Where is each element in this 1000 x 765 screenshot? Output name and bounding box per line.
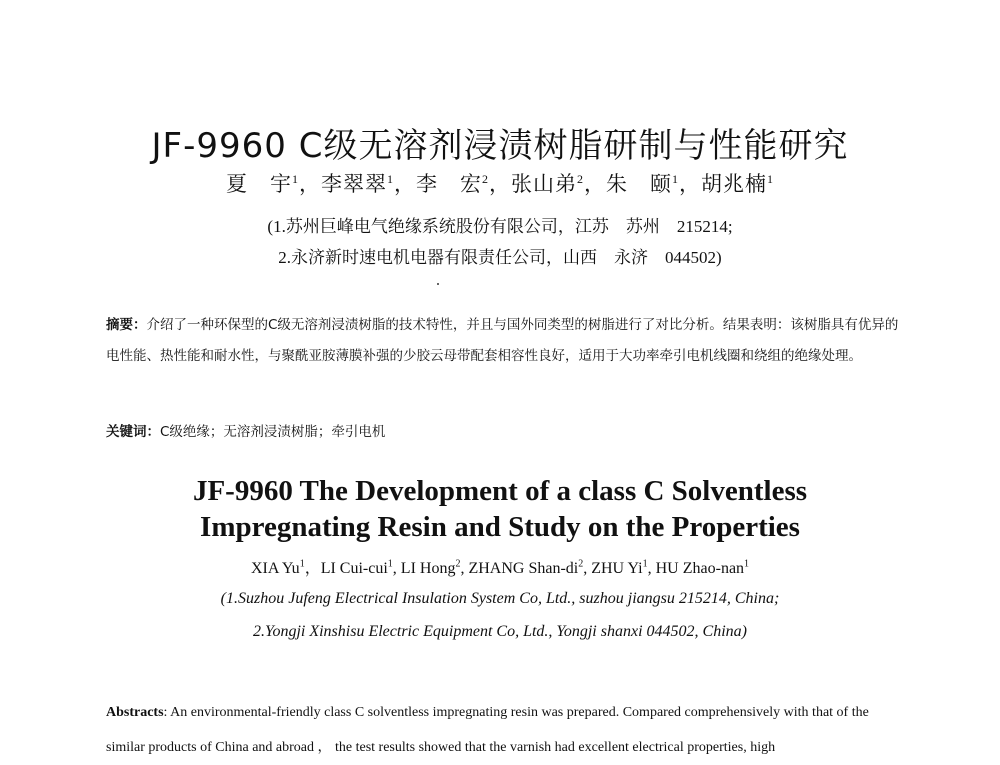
author-name: ZHANG Shan-di bbox=[468, 560, 579, 577]
author-name: LI Hong bbox=[400, 560, 456, 577]
author-affiliation-mark: 1 bbox=[292, 172, 299, 186]
english-abstract-label: Abstracts bbox=[106, 705, 164, 720]
author-name: 张山弟 bbox=[511, 172, 577, 196]
author-name: 朱 颐 bbox=[606, 172, 672, 196]
english-affiliation-2: 2.Yongji Xinshisu Electric Equipment Co, Ltd., Yongji shanxi 044502, China) bbox=[253, 623, 747, 640]
chinese-abstract bbox=[106, 310, 902, 372]
author-affiliation-mark: 2 bbox=[578, 558, 584, 570]
author-affiliation-mark: 2 bbox=[482, 172, 489, 186]
chinese-title: JF-9960 C级无溶剂浸渍树脂研制与性能研究 bbox=[151, 126, 849, 166]
english-author-list: XIA Yu$^1$，LI Cui-cui$^1$, LI Hong$^2$, ZHANG Shan-$di^2$, ZHU Yi$^1$, HU Zhao-nan$^1$ bbox=[250, 558, 750, 577]
stray-dot bbox=[437, 283, 439, 285]
english-title-line-1: JF-9960 The Development of a class C Solventless bbox=[192, 475, 808, 507]
english-abstract bbox=[106, 695, 902, 765]
chinese-keywords-label: 关键词： bbox=[106, 424, 160, 440]
author-affiliation-mark: 2 bbox=[455, 558, 461, 570]
author-name: LI Cui-cui bbox=[320, 560, 388, 577]
author-name: XIA Yu bbox=[250, 560, 300, 577]
english-abstract-text: : An environmental-friendly class C solventless impregnating resin was prepared. Compared comprehensively with that of the similar products of China and abroad ， the test results showed that the varnish had excellent electrical properties, high bbox=[106, 705, 869, 755]
author-affiliation-mark: 1 bbox=[642, 558, 648, 570]
author-affiliation-mark: 1 bbox=[387, 558, 393, 570]
author-name: 夏 宇 bbox=[226, 172, 292, 196]
author-name: 李 宏 bbox=[416, 172, 482, 196]
author-affiliation-mark: 2 bbox=[577, 172, 584, 186]
author-name: 胡兆楠 bbox=[701, 172, 767, 196]
author-name: 李翠翠 bbox=[321, 172, 387, 196]
author-affiliation-mark: 1 bbox=[767, 172, 774, 186]
chinese-keywords bbox=[106, 420, 385, 440]
author-affiliation-mark: 1 bbox=[744, 558, 750, 570]
author-name: HU Zhao-nan bbox=[655, 560, 745, 577]
author-name: ZHU Yi bbox=[591, 560, 643, 577]
author-affiliation-mark: 1 bbox=[672, 172, 679, 186]
chinese-keywords-text: C级绝缘；无溶剂浸渍树脂；牵引电机 bbox=[160, 424, 386, 440]
chinese-author-list: 夏 宇$^1$，李翠翠$^1$，李 宏$^2$，张山弟$^2$，朱 颐$^1$，胡兆楠$^1$ bbox=[226, 172, 774, 196]
chinese-affiliation-1: (1.苏州巨峰电气绝缘系统股份有限公司，江苏 苏州 215214; bbox=[267, 217, 733, 236]
chinese-abstract-text: 介绍了一种环保型的C级无溶剂浸渍树脂的技术特性，并且与国外同类型的树脂进行了对比分析。结果表明：该树脂具有优异的电性能、热性能和耐水性，与聚酰亚胺薄膜补强的少胶云母带配套相容性良好，适用于大功率牵引电机线圈和绕组的绝缘处理。 bbox=[106, 317, 899, 364]
author-affiliation-mark: 1 bbox=[387, 172, 394, 186]
english-title-line-2: Impregnating Resin and Study on the Properties bbox=[200, 511, 800, 543]
chinese-affiliation-2: 2.永济新时速电机电器有限责任公司，山西 永济 044502) bbox=[278, 248, 722, 267]
chinese-abstract-label: 摘要： bbox=[106, 317, 147, 333]
english-affiliation-1: (1.Suzhou Jufeng Electrical Insulation System Co, Ltd., suzhou jiangsu 215214, China; bbox=[220, 590, 780, 607]
author-affiliation-mark: 1 bbox=[299, 558, 305, 570]
